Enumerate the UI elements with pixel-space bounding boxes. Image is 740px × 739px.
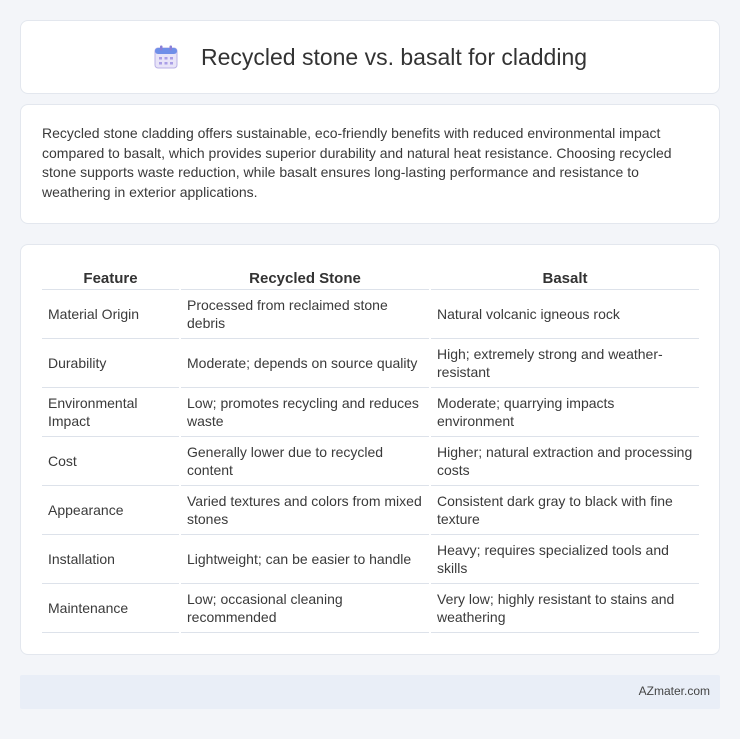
calendar-icon: [153, 44, 179, 70]
basalt-cell: High; extremely strong and weather-resistant: [431, 339, 699, 388]
basalt-cell: Moderate; quarrying impacts environment: [431, 388, 699, 437]
recycled-stone-cell: Lightweight; can be easier to handle: [181, 535, 429, 584]
page-title: Recycled stone vs. basalt for cladding: [200, 43, 588, 70]
feature-cell: Durability: [42, 339, 179, 388]
basalt-cell: Higher; natural extraction and processing costs: [431, 437, 699, 486]
table-row: [42, 388, 699, 437]
basalt-cell: Natural volcanic igneous rock: [431, 290, 699, 339]
recycled-stone-cell: Varied textures and colors from mixed stones: [181, 486, 429, 535]
table-header-row: [42, 265, 699, 290]
table-row: [42, 339, 699, 388]
recycled-stone-cell: Low; promotes recycling and reduces waste: [181, 388, 429, 437]
comparison-table: [40, 265, 701, 633]
header-basalt: Basalt: [431, 265, 699, 290]
basalt-cell: Heavy; requires specialized tools and skills: [431, 535, 699, 584]
feature-cell: Installation: [42, 535, 179, 584]
table-row: [42, 290, 699, 339]
summary-text: Recycled stone cladding offers sustainable, eco-friendly benefits with reduced environmental impact compared to basalt, which provides superior durability and natural heat resistance. Choosing recycled stone supports waste reduction, while basalt ensures long-lasting performance and resistance to weathering in exterior applications.: [42, 125, 672, 200]
basalt-cell: Consistent dark gray to black with fine texture: [431, 486, 699, 535]
footer: [20, 675, 720, 709]
summary-card: [20, 104, 720, 224]
basalt-cell: Very low; highly resistant to stains and weathering: [431, 584, 699, 633]
feature-cell: Appearance: [42, 486, 179, 535]
feature-cell: Environmental Impact: [42, 388, 179, 437]
table-card: [20, 244, 720, 655]
recycled-stone-cell: Processed from reclaimed stone debris: [181, 290, 429, 339]
recycled-stone-cell: Low; occasional cleaning recommended: [181, 584, 429, 633]
table-row: [42, 535, 699, 584]
recycled-stone-cell: Moderate; depends on source quality: [181, 339, 429, 388]
header-feature: Feature: [42, 265, 179, 290]
title-card: [20, 20, 720, 94]
feature-cell: Material Origin: [42, 290, 179, 339]
feature-cell: Cost: [42, 437, 179, 486]
table-row: [42, 584, 699, 633]
header-recycled-stone: Recycled Stone: [181, 265, 429, 290]
recycled-stone-cell: Generally lower due to recycled content: [181, 437, 429, 486]
footer-brand[interactable]: AZmater.com: [638, 684, 710, 698]
feature-cell: Maintenance: [42, 584, 179, 633]
table-row: [42, 437, 699, 486]
table-row: [42, 486, 699, 535]
